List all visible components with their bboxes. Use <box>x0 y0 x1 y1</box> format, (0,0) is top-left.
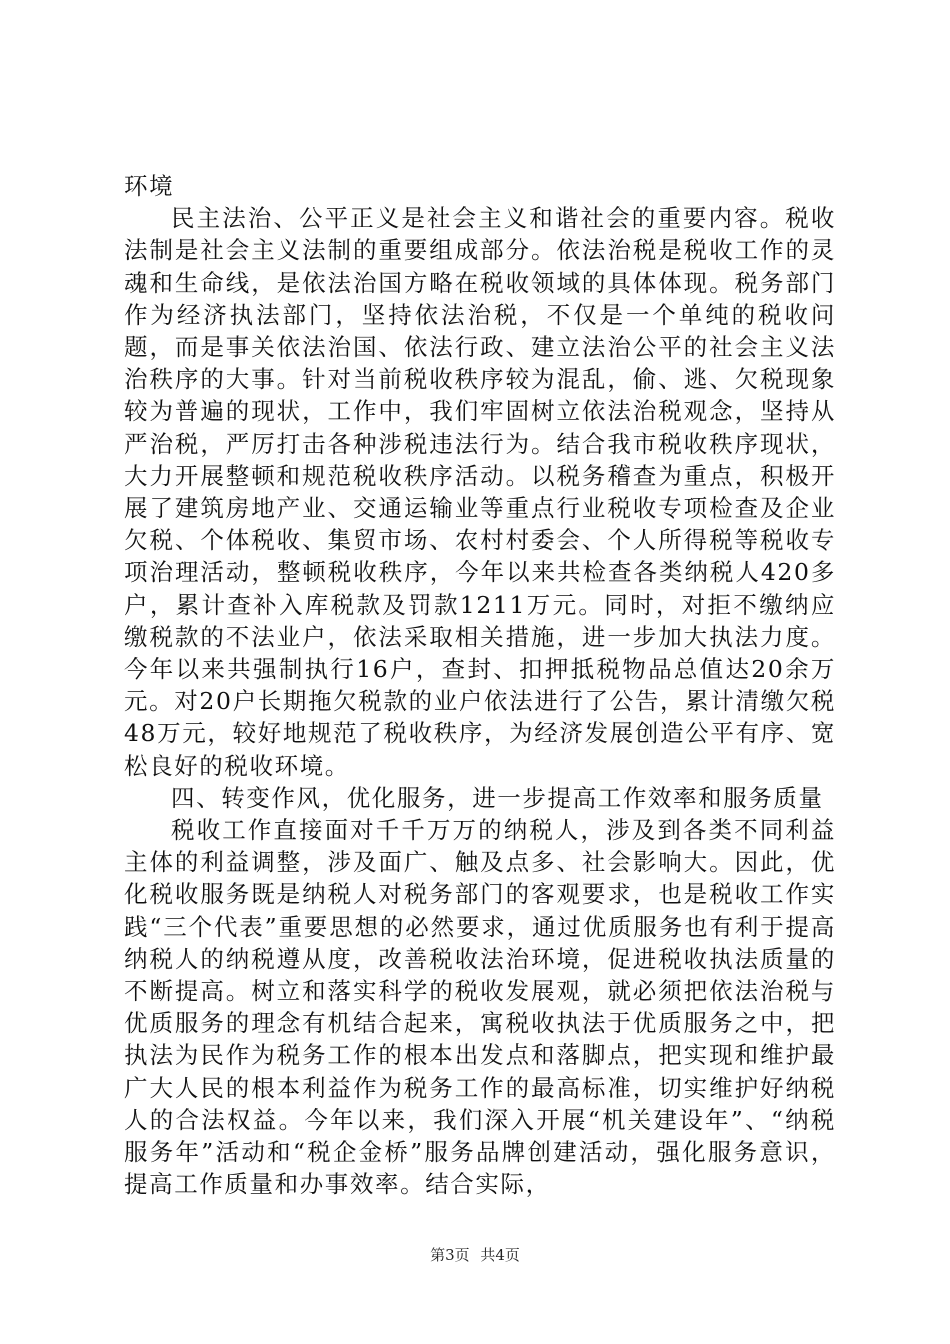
document-body <box>124 170 836 1201</box>
page-number: 第3页 <box>430 1246 470 1264</box>
paragraph-heading-continuation: 环境 <box>124 172 175 200</box>
paragraph-rule-of-law: 民主法治、公平正义是社会主义和谐社会的重要内容。税收法制是社会主义法制的重要组成部分。依法治税是税收工作的灵魂和生命线，是依法治国方略在税收领域的具体体现。税务部门作为经济执法部门，坚持依法治税，不仅是一个单纯的税收问题，而是事关依法治国、依法行政、建立法治公平的社会主义法治秩序的大事。针对当前税收秩序较为混乱，偷、逃、欠税现象较为普遍的现状，工作中，我们牢固树立依法治税观念，坚持从严治税，严厉打击各种涉税违法行为。结合我市税收秩序现状，大力开展整顿和规范税收秩序活动。以税务稽查为重点，积极开展了建筑房地产业、交通运输业等重点行业税收专项检查及企业欠税、个体税收、集贸市场、农村村委会、个人所得税等税收专项治理活动，整顿税收秩序，今年以来共检查各类纳税人420多户，累计查补入库税款及罚款1211万元。同时，对拒不缴纳应缴税款的不法业户，依法采取相关措施，进一步加大执法力度。今年以来共强制执行16户，查封、扣押抵税物品总值达20余万元。对20户长期拖欠税款的业户依法进行了公告，累计清缴欠税48万元，较好地规范了税收秩序，为经济发展创造公平有序、宽松良好的税收环境。 <box>124 204 836 780</box>
page-footer <box>0 1245 950 1265</box>
page-total: 共4页 <box>480 1246 520 1264</box>
paragraph-tax-service: 税收工作直接面对千千万万的纳税人，涉及到各类不同利益主体的利益调整，涉及面广、触及点多、社会影响大。因此，优化税收服务既是纳税人对税务部门的客观要求，也是税收工作实践“三个代表”重要思想的必然要求，通过优质服务也有利于提高纳税人的纳税遵从度，改善税收法治环境，促进税收执法质量的不断提高。树立和落实科学的税收发展观，就必须把依法治税与优质服务的理念有机结合起来，寓税收执法于优质服务之中，把执法为民作为税务工作的根本出发点和落脚点，把实现和维护最广大人民的根本利益作为税务工作的最高标准，切实维护好纳税人的合法权益。今年以来，我们深入开展“机关建设年”、“纳税服务年”活动和“税企金桥”服务品牌创建活动，强化服务意识，提高工作质量和办事效率。结合实际， <box>124 816 836 1199</box>
section-heading-service: 四、转变作风，优化服务，进一步提高工作效率和服务质量 <box>171 783 824 812</box>
